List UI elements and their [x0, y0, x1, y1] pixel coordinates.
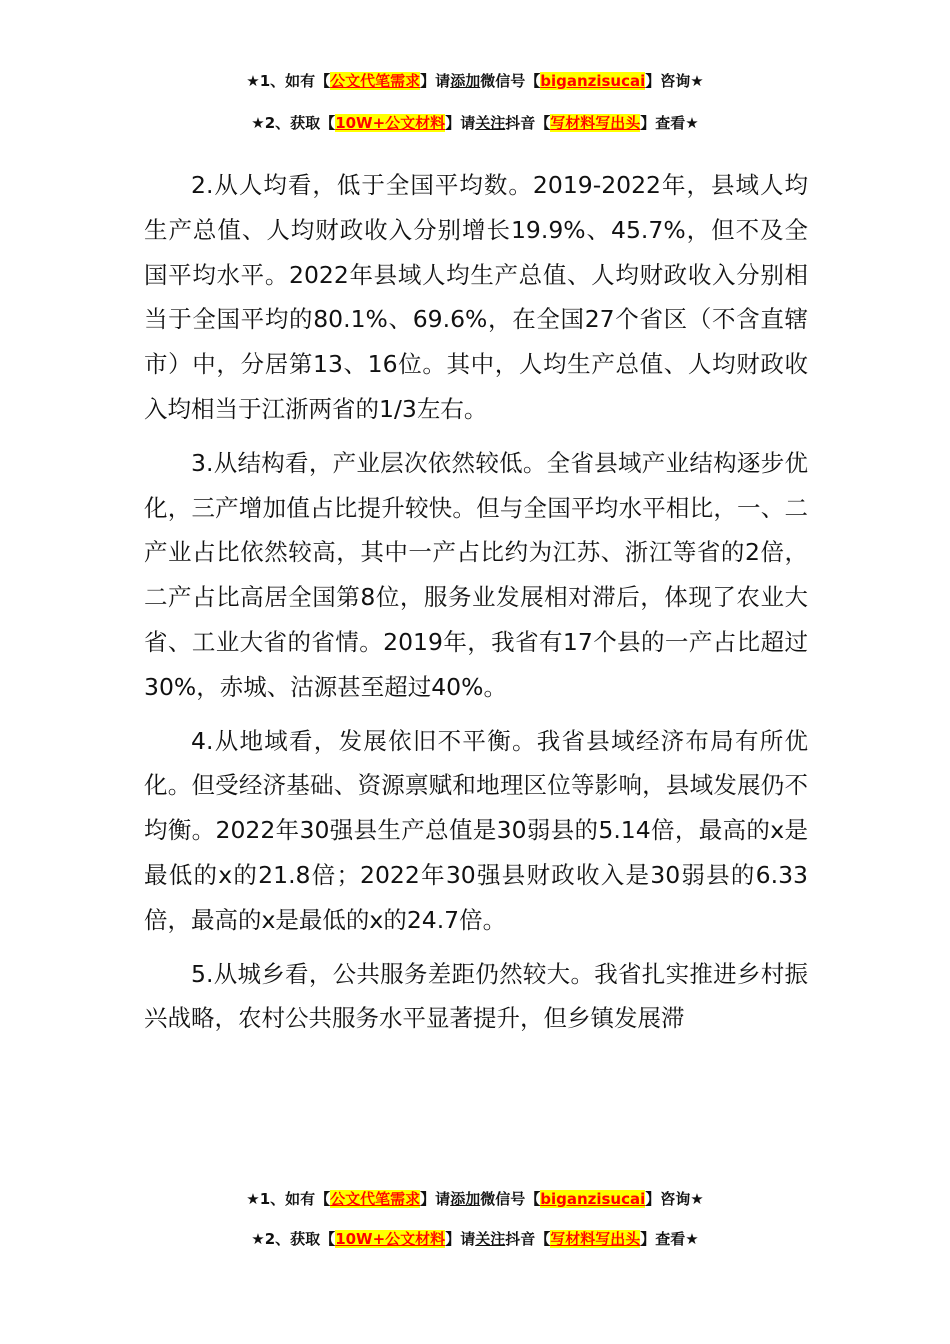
promo-prefix: ★1、如有【 [246, 1190, 331, 1208]
header-promo-line-2 [0, 112, 950, 134]
promo-highlight-douyin-account: 写材料写出头 [550, 114, 641, 132]
promo-prefix: ★2、获取【 [251, 1230, 336, 1248]
promo-text: 】请 [420, 1190, 451, 1208]
promo-highlight-service: 公文代笔需求 [330, 1190, 421, 1208]
promo-text: 】请 [420, 72, 451, 90]
promo-prefix: ★1、如有【 [246, 72, 331, 90]
promo-text: 抖音【 [505, 114, 551, 132]
promo-text: 微信号【 [480, 72, 541, 90]
footer-promo-line-1 [0, 1188, 950, 1210]
promo-text: 】请 [445, 1230, 476, 1248]
promo-suffix: 】查看★ [640, 1230, 699, 1248]
paragraph-urban-rural: 5.从城乡看，公共服务差距仍然较大。我省扎实推进乡村振兴战略，农村公共服务水平显著提升，但乡镇发展滞 [144, 959, 808, 1033]
paragraph-per-capita: 2.从人均看，低于全国平均数。2019-2022年，县域人均生产总值、人均财政收入分别增长19.9%、45.7%，但不及全国平均水平。2022年县域人均生产总值、人均财政收入分别相当于全国平均的80.1%、69.6%，在全国27个省区（不含直辖市）中，分居第13、16位。其中，人均生产总值、人均财政收入均相当于江浙两省的1/3左右。 [144, 171, 808, 423]
paragraph-region: 4.从地域看，发展依旧不平衡。我省县域经济布局有所优化。但受经济基础、资源禀赋和地理区位等影响，县域发展仍不均衡。2022年30强县生产总值是30弱县的5.14倍，最高的x是最低的x的21.8倍；2022年30强县财政收入是30弱县的6.33倍，最高的x是最低的x的24.7倍。 [144, 726, 808, 934]
promo-suffix: 】查看★ [640, 114, 699, 132]
paragraph-structure: 3.从结构看，产业层次依然较低。全省县域产业结构逐步优化，三产增加值占比提升较快。但与全国平均水平相比，一、二产业占比依然较高，其中一产占比约为江苏、浙江等省的2倍，二产占比高居全国第8位，服务业发展相对滞后，体现了农业大省、工业大省的省情。2019年，我省有17个县的一产占比超过30%，赤城、沽源甚至超过40%。 [144, 448, 808, 701]
promo-underline-follow: 关注 [475, 114, 506, 132]
promo-highlight-wechat-id: biganzisucai [540, 72, 646, 90]
promo-underline-follow: 关注 [475, 1230, 506, 1248]
promo-highlight-materials: 10W+公文材料 [335, 114, 446, 132]
promo-text: 】请 [445, 114, 476, 132]
promo-text: 抖音【 [505, 1230, 551, 1248]
promo-highlight-materials: 10W+公文材料 [335, 1230, 446, 1248]
promo-highlight-douyin-account: 写材料写出头 [550, 1230, 641, 1248]
promo-underline-add: 添加 [450, 72, 481, 90]
promo-text: 微信号【 [480, 1190, 541, 1208]
promo-prefix: ★2、获取【 [251, 114, 336, 132]
promo-suffix: 】咨询★ [645, 72, 704, 90]
promo-highlight-service: 公文代笔需求 [330, 72, 421, 90]
promo-underline-add: 添加 [450, 1190, 481, 1208]
footer-promo-line-2 [0, 1228, 950, 1250]
header-promo-line-1 [0, 70, 950, 92]
document-body [144, 163, 808, 1050]
promo-suffix: 】咨询★ [645, 1190, 704, 1208]
promo-highlight-wechat-id: biganzisucai [540, 1190, 646, 1208]
